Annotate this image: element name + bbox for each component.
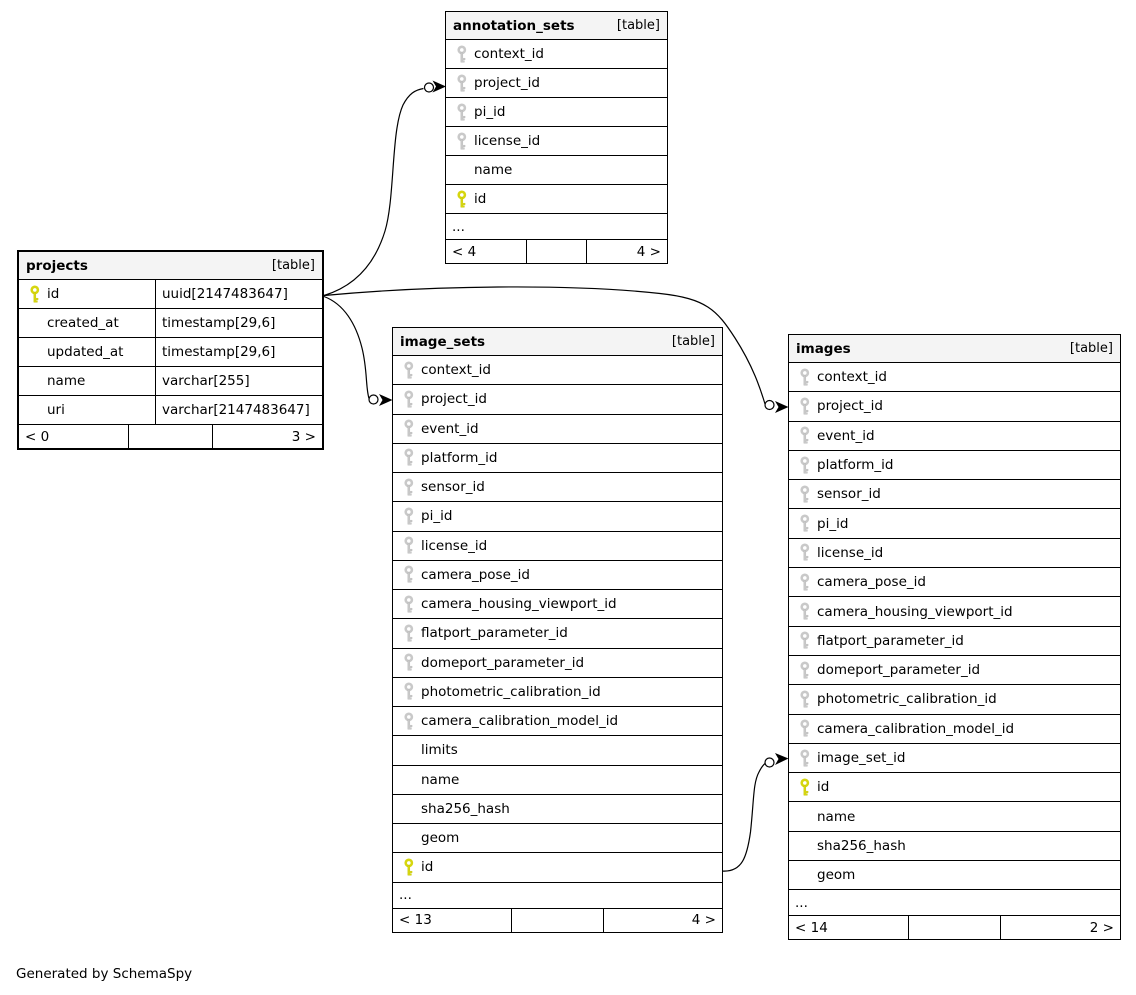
footer-spacer <box>526 240 588 263</box>
column-name: id <box>47 286 60 302</box>
column-name: id <box>474 191 487 207</box>
column-name: geom <box>421 830 460 847</box>
table-projects[interactable] <box>17 250 324 450</box>
column-row-event_id <box>393 415 722 444</box>
foreign-key-icon <box>796 543 814 562</box>
column-name-cell <box>19 309 156 337</box>
foreign-key-icon <box>400 478 418 497</box>
child-count: 3 > <box>291 428 316 445</box>
table-title: image_sets <box>400 333 486 350</box>
foreign-key-icon <box>400 595 418 614</box>
column-name: pi_id <box>817 515 849 532</box>
column-row-camera_housing_viewport_id <box>789 597 1120 626</box>
column-name: updated_at <box>47 344 124 360</box>
column-name: name <box>47 373 86 389</box>
arrowhead-icon <box>433 81 447 93</box>
column-row-project_id <box>446 69 667 98</box>
column-name: event_id <box>817 427 875 444</box>
column-name: event_id <box>421 420 479 437</box>
table-header[interactable] <box>19 252 322 280</box>
column-name: platform_id <box>421 449 498 466</box>
table-title: images <box>796 340 851 357</box>
foreign-key-icon <box>400 507 418 526</box>
column-name-cell <box>19 396 156 424</box>
table-type-badge: [table] <box>616 18 660 33</box>
relationship-line <box>324 89 424 296</box>
column-row-name <box>19 367 322 396</box>
column-row-flatport_parameter_id <box>393 619 722 648</box>
foreign-key-icon <box>796 426 814 445</box>
foreign-key-icon <box>400 361 418 380</box>
column-row-camera_pose_id <box>789 568 1120 597</box>
relationship-projects-image-sets <box>324 297 393 407</box>
column-row-camera_pose_id <box>393 561 722 590</box>
table-title: projects <box>26 257 88 274</box>
foreign-key-icon <box>796 602 814 621</box>
column-name: sensor_id <box>817 486 881 503</box>
column-row-event_id <box>789 422 1120 451</box>
fk-count: < 13 <box>399 912 432 928</box>
table-footer <box>789 916 1120 939</box>
column-name: id <box>817 779 830 796</box>
column-row-context_id <box>446 40 667 69</box>
column-name: flatport_parameter_id <box>421 625 568 642</box>
zero-or-more-circle <box>765 401 774 410</box>
column-name: sensor_id <box>421 479 485 496</box>
foreign-key-icon <box>453 132 471 151</box>
footer-spacer <box>128 425 213 448</box>
footer-spacer <box>511 909 603 932</box>
foreign-key-icon <box>400 653 418 672</box>
foreign-key-icon <box>400 682 418 701</box>
table-images[interactable] <box>788 334 1121 940</box>
zero-or-more-circle <box>765 758 774 767</box>
column-row-id <box>789 773 1120 802</box>
column-row-sha256_hash <box>393 795 722 824</box>
table-annotation-sets[interactable] <box>445 11 668 264</box>
column-type: varchar[2147483647] <box>162 402 310 418</box>
column-row-sha256_hash <box>789 832 1120 861</box>
foreign-key-icon <box>400 624 418 643</box>
column-name: camera_housing_viewport_id <box>817 603 1013 620</box>
column-row-uri <box>19 396 322 425</box>
foreign-key-icon <box>796 631 814 650</box>
footer-spacer <box>908 916 1001 939</box>
column-row-project_id <box>393 385 722 414</box>
column-name: project_id <box>474 75 540 91</box>
child-count: 2 > <box>1089 919 1114 936</box>
foreign-key-icon <box>796 397 814 416</box>
primary-key-icon <box>400 858 418 877</box>
column-name: camera_pose_id <box>421 566 530 583</box>
column-name: camera_housing_viewport_id <box>421 596 617 613</box>
column-name: camera_pose_id <box>817 574 926 591</box>
foreign-key-icon <box>796 749 814 768</box>
column-row-geom <box>789 861 1120 890</box>
column-name: license_id <box>817 544 884 561</box>
table-type-badge: [table] <box>1069 341 1113 356</box>
column-name: pi_id <box>421 508 453 525</box>
table-title: annotation_sets <box>453 17 575 34</box>
column-row-pi_id <box>789 509 1120 538</box>
column-row-sensor_id <box>393 473 722 502</box>
primary-key-icon <box>453 190 471 209</box>
primary-key-icon <box>796 778 814 797</box>
relationship-line <box>722 764 765 872</box>
column-row-name <box>393 766 722 795</box>
foreign-key-icon <box>796 661 814 680</box>
fk-count: < 0 <box>25 428 50 445</box>
column-row-updated_at <box>19 338 322 367</box>
table-type-badge: [table] <box>271 258 315 273</box>
column-row-id <box>393 853 722 882</box>
column-row-created_at <box>19 309 322 338</box>
column-type: uuid[2147483647] <box>162 286 288 302</box>
column-name: flatport_parameter_id <box>817 632 964 649</box>
foreign-key-icon <box>796 368 814 387</box>
column-name: photometric_calibration_id <box>421 683 601 700</box>
foreign-key-icon <box>400 565 418 584</box>
foreign-key-icon <box>453 45 471 64</box>
table-header[interactable] <box>393 328 722 356</box>
table-header[interactable] <box>789 335 1120 363</box>
column-row-camera_calibration_model_id <box>789 715 1120 744</box>
foreign-key-icon <box>400 536 418 555</box>
table-header[interactable] <box>446 12 667 40</box>
child-count: 4 > <box>636 243 661 260</box>
more-columns-ellipsis: ... <box>393 883 722 909</box>
column-row-geom <box>393 824 722 853</box>
table-footer <box>19 425 322 448</box>
column-name: platform_id <box>817 457 894 474</box>
column-name: name <box>817 808 856 825</box>
column-name-cell <box>19 367 156 395</box>
column-name: sha256_hash <box>421 800 510 817</box>
arrowhead-icon <box>379 394 393 406</box>
column-row-platform_id <box>789 451 1120 480</box>
more-columns-ellipsis: ... <box>789 890 1120 916</box>
primary-key-icon <box>26 285 44 304</box>
column-row-limits <box>393 736 722 765</box>
column-name: camera_calibration_model_id <box>817 720 1015 737</box>
fk-count: < 4 <box>452 243 477 260</box>
column-row-photometric_calibration_id <box>789 685 1120 714</box>
more-columns-ellipsis: ... <box>446 214 667 240</box>
column-row-name <box>446 156 667 185</box>
column-name: name <box>474 162 513 178</box>
foreign-key-icon <box>796 719 814 738</box>
column-name: camera_calibration_model_id <box>421 713 619 730</box>
foreign-key-icon <box>453 103 471 122</box>
column-row-id <box>446 185 667 214</box>
column-name: id <box>421 859 434 876</box>
table-image-sets[interactable] <box>392 327 723 933</box>
fk-count: < 14 <box>795 919 828 936</box>
column-name: pi_id <box>474 104 506 120</box>
column-row-project_id <box>789 392 1120 421</box>
table-footer <box>393 909 722 932</box>
table-type-badge: [table] <box>671 334 715 349</box>
arrowhead-icon <box>775 753 789 765</box>
column-name-cell <box>19 280 156 308</box>
column-row-pi_id <box>446 98 667 127</box>
foreign-key-icon <box>453 74 471 93</box>
column-row-pi_id <box>393 502 722 531</box>
foreign-key-icon <box>400 419 418 438</box>
column-row-flatport_parameter_id <box>789 627 1120 656</box>
column-type: varchar[255] <box>162 373 250 389</box>
table-footer <box>446 240 667 263</box>
column-row-license_id <box>393 532 722 561</box>
column-name: context_id <box>817 369 887 386</box>
relationship-projects-annotation-sets <box>324 81 446 296</box>
column-name: domeport_parameter_id <box>817 662 981 679</box>
column-row-domeport_parameter_id <box>789 656 1120 685</box>
column-row-domeport_parameter_id <box>393 649 722 678</box>
column-name: name <box>421 771 460 788</box>
relationship-image-sets-images <box>722 753 789 871</box>
column-row-camera_calibration_model_id <box>393 707 722 736</box>
column-name: sha256_hash <box>817 837 906 854</box>
column-name: uri <box>47 402 65 418</box>
foreign-key-icon <box>400 390 418 409</box>
column-name: created_at <box>47 315 119 331</box>
column-type: timestamp[29,6] <box>162 344 276 360</box>
foreign-key-icon <box>796 456 814 475</box>
column-name: limits <box>421 742 458 759</box>
column-name: project_id <box>817 398 883 415</box>
foreign-key-icon <box>400 448 418 467</box>
column-row-camera_housing_viewport_id <box>393 590 722 619</box>
column-name: geom <box>817 867 856 884</box>
column-row-sensor_id <box>789 480 1120 509</box>
generated-by-note: Generated by SchemaSpy <box>16 966 193 982</box>
column-name: project_id <box>421 391 487 408</box>
column-row-platform_id <box>393 444 722 473</box>
column-row-context_id <box>789 363 1120 392</box>
column-name: license_id <box>474 133 541 149</box>
column-name-cell <box>19 338 156 366</box>
child-count: 4 > <box>691 912 716 928</box>
column-name: photometric_calibration_id <box>817 691 997 708</box>
foreign-key-icon <box>796 514 814 533</box>
column-row-name <box>789 802 1120 831</box>
foreign-key-icon <box>796 573 814 592</box>
zero-or-more-circle <box>369 395 378 404</box>
column-name: image_set_id <box>817 750 906 766</box>
zero-or-more-circle <box>425 83 434 92</box>
column-type: timestamp[29,6] <box>162 315 276 331</box>
arrowhead-icon <box>775 401 789 413</box>
column-name: context_id <box>421 362 491 379</box>
column-row-image_set_id <box>789 744 1120 773</box>
foreign-key-icon <box>796 485 814 504</box>
column-row-photometric_calibration_id <box>393 678 722 707</box>
column-name: context_id <box>474 46 544 62</box>
column-row-license_id <box>789 539 1120 568</box>
column-row-id <box>19 280 322 309</box>
foreign-key-icon <box>400 712 418 731</box>
foreign-key-icon <box>796 690 814 709</box>
relationship-line <box>324 297 369 399</box>
column-row-context_id <box>393 356 722 385</box>
column-row-license_id <box>446 127 667 156</box>
column-name: domeport_parameter_id <box>421 654 585 671</box>
column-name: license_id <box>421 537 488 554</box>
